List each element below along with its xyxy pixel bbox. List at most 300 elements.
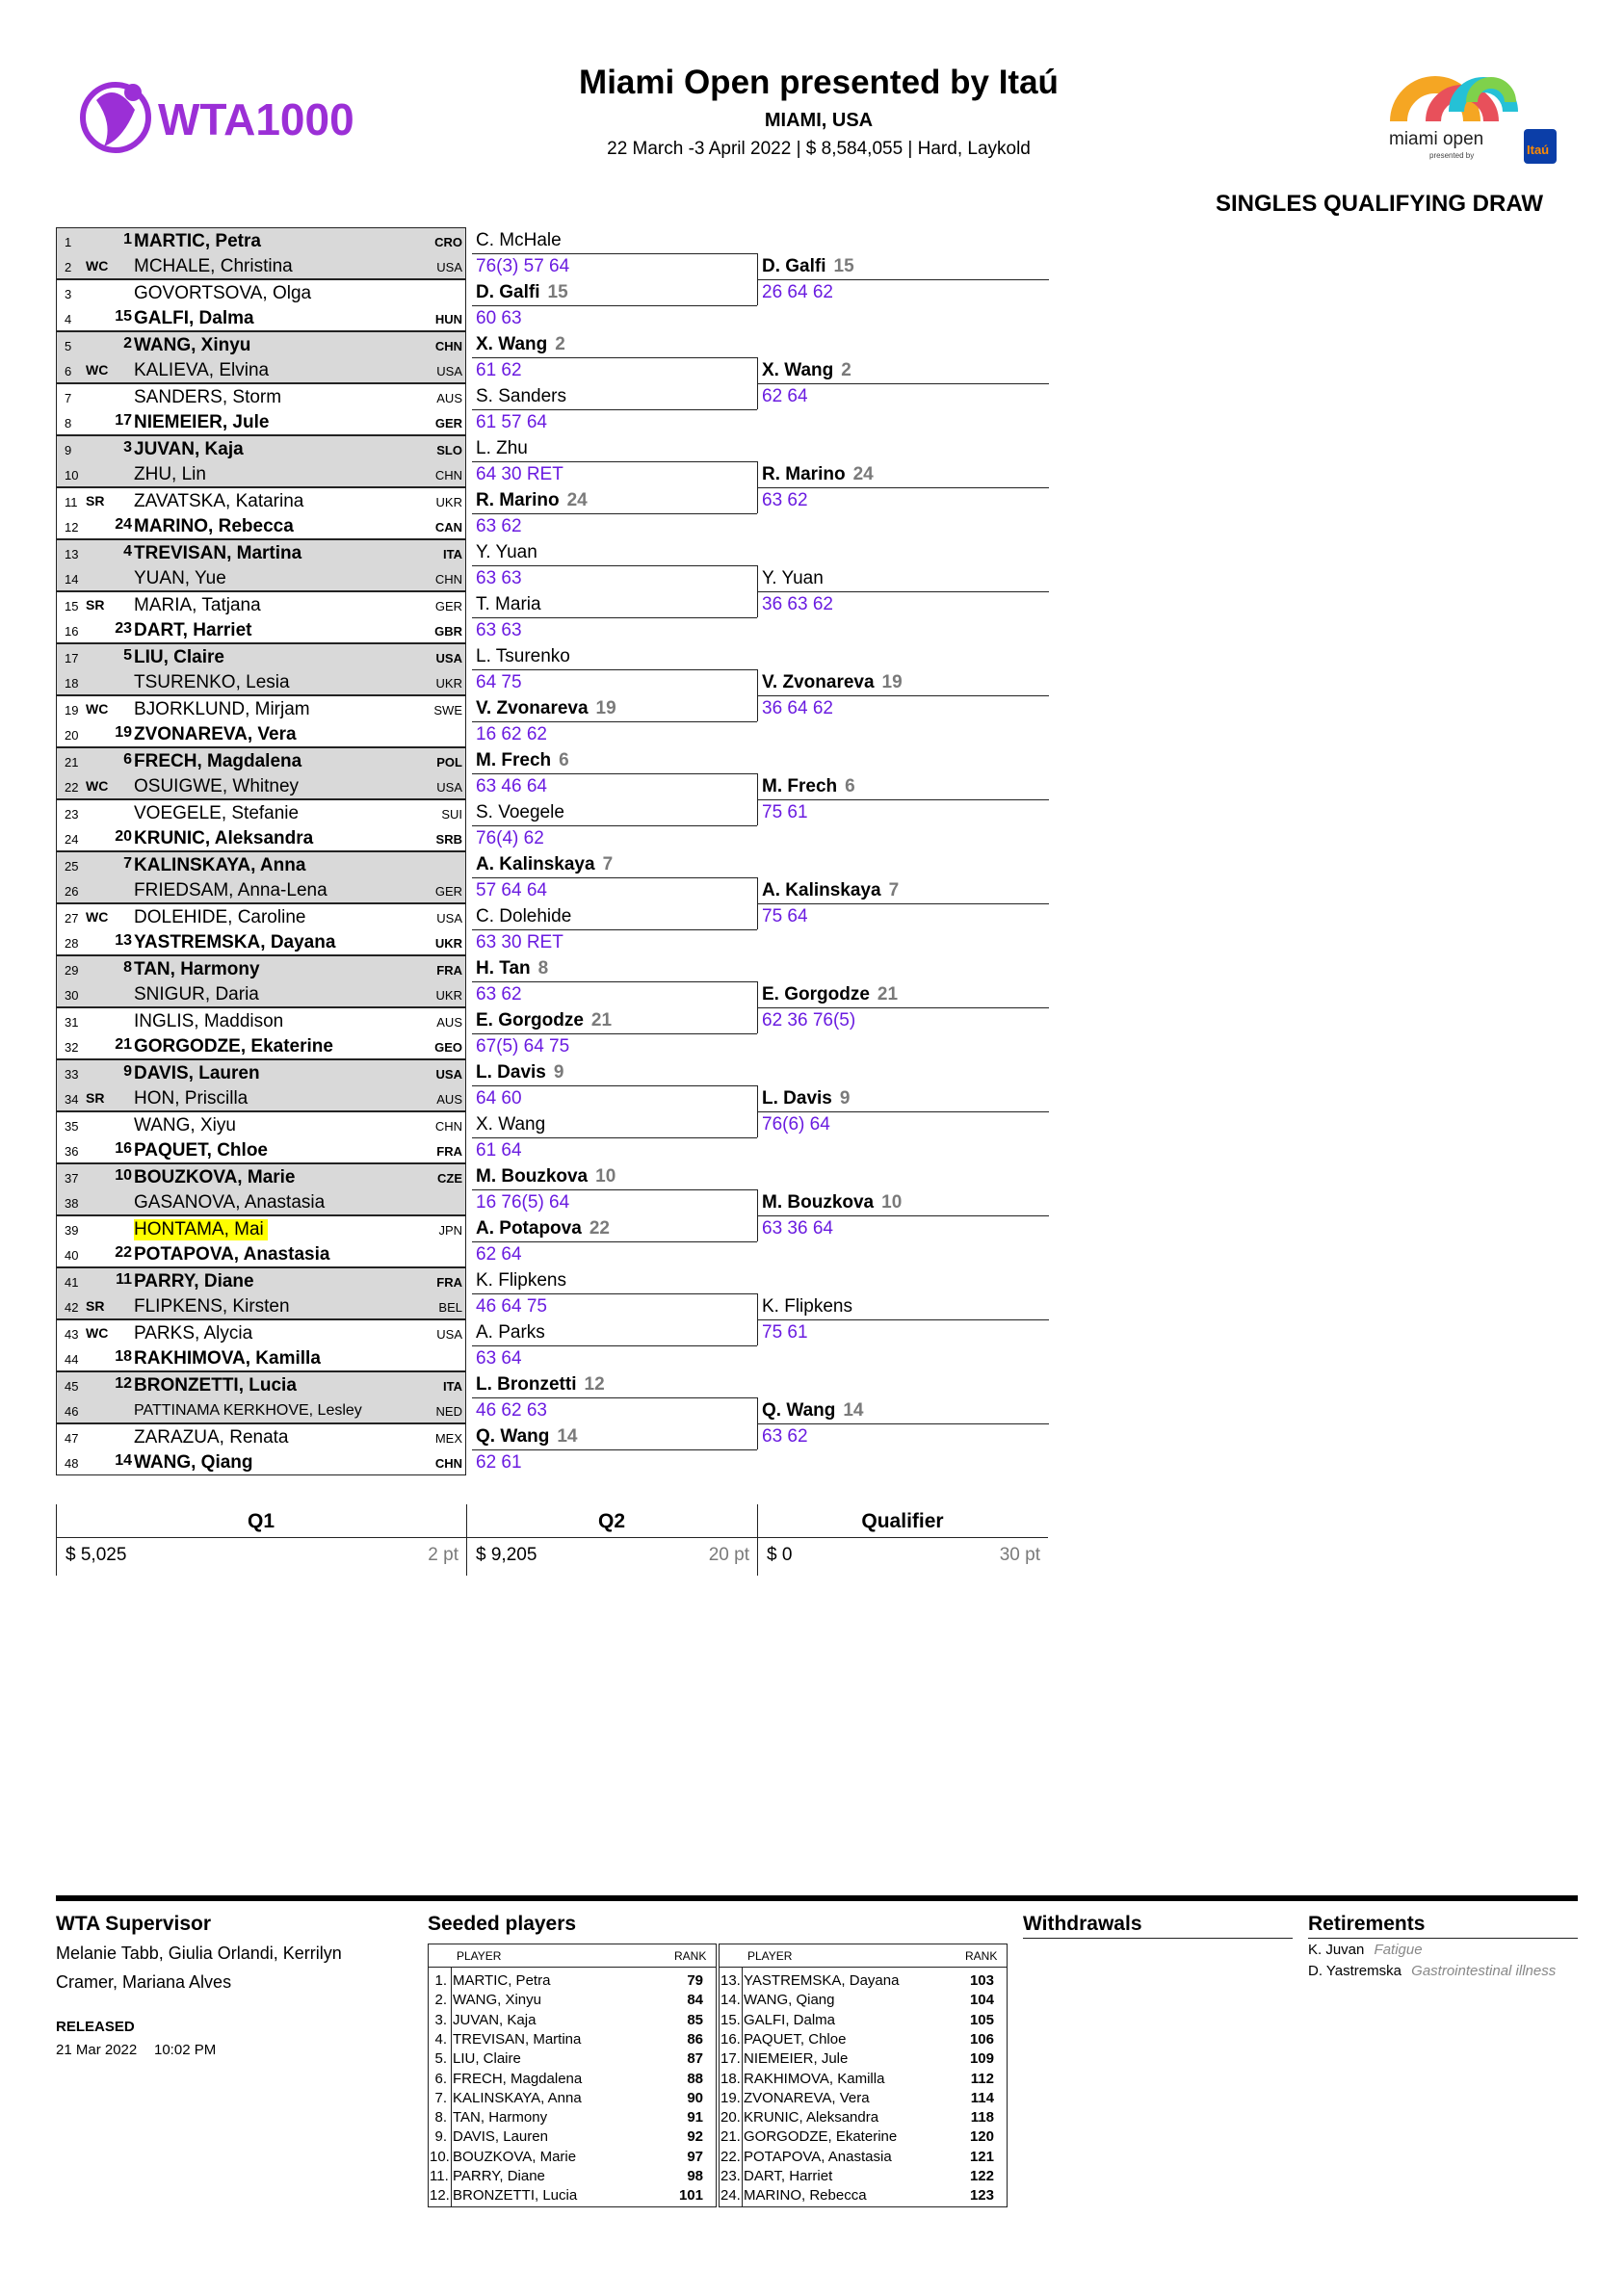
- country-code: USA: [435, 1067, 462, 1082]
- qualifier-seed: 10: [881, 1192, 903, 1213]
- seed-number: 20: [115, 828, 132, 845]
- seed-player: JUVAN, Kaja: [453, 2011, 537, 2028]
- player-slot: [56, 695, 466, 721]
- seed-number: 11: [116, 1271, 132, 1288]
- r2-score: 62 61: [476, 1452, 522, 1473]
- player-name: PARKS, Alycia: [134, 1323, 253, 1344]
- winner-name: X. Wang: [476, 334, 548, 354]
- winner-name: D. Galfi: [476, 282, 540, 302]
- seed-num: 14.: [720, 1992, 741, 2009]
- player-slot: [56, 487, 466, 513]
- q-line: [758, 1007, 1049, 1008]
- seed-player: BRONZETTI, Lucia: [453, 2187, 578, 2205]
- country-code: AUS: [436, 1092, 462, 1107]
- draw-number: 32: [65, 1040, 79, 1055]
- r2-line: [472, 253, 757, 254]
- supervisor-names-2: Cramer, Mariana Alves: [56, 1972, 232, 1992]
- draw-number: 45: [65, 1379, 79, 1394]
- winner-name: H. Tan: [476, 958, 531, 978]
- winner-name: R. Marino: [476, 490, 560, 510]
- q-line: [758, 903, 1049, 904]
- draw-number: 43: [65, 1327, 79, 1342]
- country-code: SUI: [441, 807, 462, 822]
- r2-winner: [476, 802, 572, 823]
- player-name: DOLEHIDE, Caroline: [134, 907, 306, 927]
- draw-number: 34: [65, 1092, 79, 1107]
- r2-line: [472, 461, 757, 462]
- player-name: KALINSKAYA, Anna: [134, 855, 306, 875]
- seed-number: 12: [115, 1375, 132, 1392]
- player-slot: [56, 1241, 466, 1267]
- r2-line: [472, 1033, 757, 1034]
- entry-status: SR: [86, 1090, 105, 1106]
- player-name: SANDERS, Storm: [134, 387, 282, 407]
- country-code: UKR: [434, 936, 462, 951]
- entry-status: SR: [86, 1298, 105, 1314]
- player-slot: [56, 981, 466, 1007]
- country-code: NED: [435, 1404, 462, 1419]
- r2-line: [472, 1085, 757, 1086]
- seed-player: YASTREMSKA, Dayana: [744, 1972, 900, 1989]
- q-line: [758, 799, 1049, 800]
- player-slot: [56, 1007, 466, 1033]
- r2-line: [472, 929, 757, 930]
- seed-header-rule: [428, 1967, 717, 1968]
- qualifier-score: 63 62: [762, 490, 808, 510]
- country-code: POL: [436, 755, 462, 770]
- player-slot: [56, 1189, 466, 1215]
- country-code: AUS: [436, 391, 462, 405]
- qualifier-winner: [762, 568, 831, 589]
- seed-num: 12.: [430, 2187, 450, 2205]
- player-slot: [56, 617, 466, 643]
- prize-round-label: Qualifier: [861, 1510, 944, 1532]
- player-name: GALFI, Dalma: [134, 308, 254, 328]
- country-code: FRA: [436, 1275, 462, 1290]
- player-slot: [56, 1397, 466, 1423]
- country-code: GER: [434, 599, 462, 613]
- seed-player: TREVISAN, Martina: [453, 2030, 582, 2048]
- r2-winner: [476, 750, 569, 771]
- seed-col-rank: RANK: [965, 1949, 998, 1963]
- seed-number: 16: [115, 1140, 132, 1157]
- seed-number: 17: [115, 412, 132, 429]
- draw-number: 22: [65, 780, 79, 795]
- player-slot: [56, 383, 466, 409]
- seed-rank: 84: [687, 1992, 703, 2009]
- player-slot: [56, 1033, 466, 1059]
- seed-player: DART, Harriet: [744, 2168, 833, 2184]
- withdrawals-rule: [1023, 1938, 1293, 1939]
- winner-seed: 2: [555, 334, 565, 354]
- r2-score: 64 75: [476, 672, 522, 692]
- r2-score: 61 64: [476, 1140, 522, 1161]
- qualifier-winner: [762, 984, 898, 1005]
- retirement-reason: Gastrointestinal illness: [1411, 1963, 1557, 1979]
- country-code: CRO: [434, 235, 462, 249]
- country-code: CHN: [434, 572, 462, 587]
- qualifier-seed: 19: [881, 672, 903, 692]
- country-code: USA: [436, 1327, 462, 1342]
- retirement-reason: Fatigue: [1374, 1942, 1423, 1958]
- player-name: SNIGUR, Daria: [134, 984, 259, 1004]
- seed-rank: 88: [687, 2070, 703, 2087]
- retirement-name: D. Yastremska: [1308, 1963, 1401, 1979]
- seed-player: PAQUET, Chloe: [744, 2030, 847, 2048]
- seed-num: 7.: [434, 2089, 447, 2106]
- seed-rank: 104: [969, 1992, 994, 2009]
- player-name: ZARAZUA, Renata: [134, 1427, 289, 1448]
- qualifier-seed: 15: [833, 256, 854, 276]
- seed-rank: 120: [969, 2128, 994, 2146]
- r2-line: [472, 409, 757, 410]
- qualifier-score: 36 64 62: [762, 698, 833, 718]
- seed-rank: 90: [687, 2089, 703, 2106]
- qualifier-score: 62 64: [762, 386, 808, 406]
- r2-line: [472, 825, 757, 826]
- seed-player: WANG, Xinyu: [453, 1992, 541, 2009]
- retirement-name: K. Juvan: [1308, 1942, 1365, 1958]
- country-code: UKR: [435, 495, 462, 509]
- winner-seed: 12: [584, 1374, 605, 1395]
- country-code: GBR: [434, 624, 462, 639]
- player-slot: [56, 409, 466, 435]
- draw-number: 46: [65, 1404, 79, 1419]
- country-code: CHN: [434, 468, 462, 483]
- prize-round-label: Q2: [597, 1510, 625, 1532]
- r2-score: 46 64 75: [476, 1296, 547, 1317]
- draw-number: 36: [65, 1144, 79, 1159]
- qualifier-name: R. Marino: [762, 464, 846, 484]
- prize-money: $ 0: [767, 1545, 793, 1565]
- released-title: RELEASED: [56, 2019, 135, 2035]
- country-code: CZE: [437, 1171, 462, 1186]
- seed-rank: 123: [969, 2187, 994, 2205]
- r2-score: 63 63: [476, 568, 522, 588]
- supervisor-names-1: Melanie Tabb, Giulia Orlandi, Kerrilyn: [56, 1944, 342, 1963]
- qualifier-seed: 24: [852, 464, 874, 484]
- seed-num: 22.: [720, 2148, 741, 2165]
- r2-winner: [476, 1426, 577, 1448]
- draw-number: 10: [65, 468, 79, 483]
- seed-num: 9.: [434, 2128, 447, 2146]
- qualifier-winner: [762, 1192, 902, 1213]
- seed-rank: 85: [687, 2011, 703, 2028]
- draw-number: 29: [65, 963, 79, 978]
- qualifier-score: 75 61: [762, 802, 808, 822]
- winner-seed: 7: [602, 854, 614, 874]
- player-name: TSURENKO, Lesia: [134, 672, 290, 692]
- draw-number: 20: [65, 728, 79, 743]
- player-name: ZVONAREVA, Vera: [134, 724, 297, 744]
- winner-seed: 14: [557, 1426, 578, 1447]
- player-name: WANG, Xinyu: [134, 335, 251, 355]
- r2-winner: [476, 438, 536, 459]
- q-line: [758, 695, 1049, 696]
- seed-player: MARINO, Rebecca: [744, 2187, 867, 2205]
- country-code: GER: [434, 416, 462, 430]
- draw-number: 7: [65, 391, 72, 405]
- qualifier-winner: [762, 672, 903, 693]
- prize-money: $ 9,205: [476, 1545, 537, 1565]
- player-name: WANG, Qiang: [134, 1452, 253, 1473]
- seed-rank: 97: [687, 2148, 703, 2165]
- seed-num: 11.: [430, 2168, 449, 2184]
- seed-number: 18: [115, 1348, 132, 1365]
- country-code: FRA: [436, 1144, 462, 1159]
- seed-number: 3: [123, 439, 132, 456]
- player-slot: [56, 773, 466, 799]
- draw-number: 37: [65, 1171, 79, 1186]
- supervisor-title: WTA Supervisor: [56, 1913, 212, 1935]
- qualifier-name: X. Wang: [762, 360, 834, 380]
- seed-number: 6: [123, 751, 132, 768]
- winner-name: S. Sanders: [476, 386, 566, 406]
- q-line: [758, 1215, 1049, 1216]
- draw-number: 13: [65, 547, 79, 561]
- player-name: HONTAMA, Mai: [134, 1219, 268, 1240]
- player-slot: [56, 1085, 466, 1111]
- r2-score: 64 30 RET: [476, 464, 563, 484]
- seed-number: 10: [115, 1167, 132, 1184]
- player-name: GORGODZE, Ekaterine: [134, 1036, 333, 1057]
- r2-line: [472, 565, 757, 566]
- draw-number: 33: [65, 1067, 79, 1082]
- player-name: GASANOVA, Anastasia: [134, 1192, 326, 1213]
- r2-line: [472, 1293, 757, 1294]
- player-name: ZHU, Lin: [134, 464, 206, 484]
- country-code: GER: [434, 884, 462, 899]
- player-name: BRONZETTI, Lucia: [134, 1375, 297, 1396]
- seed-num: 1.: [434, 1972, 447, 1989]
- draw-number: 3: [65, 287, 72, 301]
- r2-score: 61 62: [476, 360, 522, 380]
- r2-score: 63 62: [476, 516, 522, 536]
- seed-rank: 122: [969, 2168, 994, 2184]
- q-line: [758, 279, 1049, 280]
- seed-player: GALFI, Dalma: [744, 2011, 836, 2028]
- player-slot: [56, 903, 466, 929]
- player-name: WANG, Xiyu: [134, 1115, 236, 1135]
- seed-number: 13: [115, 932, 132, 949]
- draw-number: 30: [65, 988, 79, 1003]
- country-code: CHN: [434, 1456, 462, 1471]
- retirements-rule: [1308, 1938, 1578, 1939]
- country-code: CAN: [434, 520, 462, 535]
- player-name: TAN, Harmony: [134, 959, 260, 979]
- r2-score: 64 60: [476, 1088, 522, 1109]
- r2-winner: [476, 1166, 616, 1187]
- player-name: BOUZKOVA, Marie: [134, 1167, 296, 1187]
- player-slot: [56, 799, 466, 825]
- winner-name: L. Tsurenko: [476, 646, 570, 666]
- r2-winner: [476, 906, 579, 927]
- country-code: ITA: [443, 1379, 462, 1394]
- r2-line: [472, 357, 757, 358]
- seed-player: WANG, Qiang: [744, 1992, 835, 2009]
- country-code: UKR: [435, 676, 462, 691]
- footer-rule: [56, 1895, 1578, 1901]
- r2-score: 63 30 RET: [476, 932, 563, 952]
- r2-score: 57 64 64: [476, 880, 547, 900]
- player-slot: [56, 253, 466, 279]
- seeded-title: Seeded players: [428, 1913, 577, 1935]
- draw-number: 23: [65, 807, 79, 822]
- seed-player: PARRY, Diane: [453, 2168, 545, 2184]
- r2-line: [472, 1189, 757, 1190]
- prize-points: 30 pt: [999, 1545, 1040, 1565]
- r2-line: [472, 1137, 757, 1138]
- seeded-players-table: [428, 1944, 1009, 2209]
- player-name: KRUNIC, Aleksandra: [134, 828, 314, 848]
- r2-score: 63 46 64: [476, 776, 547, 796]
- seed-number: 4: [123, 543, 132, 560]
- player-slot: [56, 331, 466, 357]
- seed-rank: 86: [687, 2030, 703, 2048]
- player-slot: [56, 1059, 466, 1085]
- r2-winner: [476, 386, 574, 407]
- player-slot: [56, 1345, 466, 1371]
- seed-header-rule: [719, 1967, 1008, 1968]
- r2-winner: [476, 1270, 574, 1292]
- winner-name: L. Zhu: [476, 438, 528, 458]
- player-slot: [56, 1423, 466, 1449]
- r2-line: [472, 1397, 757, 1398]
- player-slot: [56, 929, 466, 955]
- r2-winner: [476, 854, 613, 875]
- wta-logo-text: WTA1000: [158, 94, 354, 144]
- seed-player: TAN, Harmony: [453, 2109, 548, 2126]
- entry-status: WC: [86, 362, 109, 378]
- draw-number: 28: [65, 936, 79, 951]
- seed-player: GORGODZE, Ekaterine: [744, 2128, 898, 2146]
- r2-score: 67(5) 64 75: [476, 1036, 570, 1057]
- draw-number: 6: [65, 364, 72, 378]
- seed-num: 6.: [434, 2070, 447, 2087]
- mo-logo-sub: presented by: [1429, 151, 1475, 160]
- r2-line: [472, 877, 757, 878]
- qualifier-winner: [762, 464, 874, 485]
- r2-winner: [476, 282, 568, 303]
- draw-number: 40: [65, 1248, 79, 1263]
- seed-player: KRUNIC, Aleksandra: [744, 2109, 879, 2126]
- seed-num: 16.: [720, 2030, 741, 2048]
- q-line: [758, 1111, 1049, 1112]
- r2-line: [472, 1449, 757, 1450]
- country-code: USA: [436, 780, 462, 795]
- seed-num: 8.: [434, 2109, 447, 2126]
- player-name: BJORKLUND, Mirjam: [134, 699, 310, 719]
- player-name: YUAN, Yue: [134, 568, 226, 588]
- seed-rank: 112: [970, 2070, 994, 2087]
- r2-winner: [476, 230, 569, 251]
- qualifier-winner: [762, 360, 851, 381]
- seed-rank: 92: [687, 2128, 703, 2146]
- player-name: MARINO, Rebecca: [134, 516, 294, 536]
- country-code: SLO: [436, 443, 462, 457]
- country-code: BEL: [438, 1300, 462, 1315]
- winner-seed: 21: [590, 1010, 613, 1031]
- seed-player: LIU, Claire: [453, 2050, 521, 2068]
- released-time: 10:02 PM: [154, 2042, 217, 2058]
- player-slot: [56, 513, 466, 539]
- r2-score: 63 62: [476, 984, 522, 1004]
- entry-status: WC: [86, 1325, 109, 1341]
- qualifier-score: 36 63 62: [762, 594, 833, 614]
- seed-rank: 121: [969, 2148, 994, 2165]
- seed-num: 5.: [434, 2050, 447, 2068]
- player-slot: [56, 1111, 466, 1137]
- player-name: POTAPOVA, Anastasia: [134, 1244, 330, 1265]
- r2-winner: [476, 1322, 553, 1344]
- seed-num: 2.: [434, 1992, 447, 2009]
- player-name: DART, Harriet: [134, 620, 252, 640]
- page-title: Miami Open presented by Itaú: [579, 64, 1059, 101]
- player-name: LIU, Claire: [134, 647, 224, 667]
- prize-money: $ 5,025: [65, 1545, 127, 1565]
- player-slot: [56, 851, 466, 877]
- qualifier-seed: 7: [888, 880, 900, 900]
- player-slot: [56, 825, 466, 851]
- qualifier-score: 63 62: [762, 1426, 808, 1447]
- q-line: [758, 383, 1049, 384]
- prize-round-label: Q1: [247, 1510, 275, 1532]
- country-code: SRB: [435, 832, 462, 847]
- r2-line: [472, 1345, 757, 1346]
- country-code: ITA: [443, 547, 462, 561]
- draw-number: 8: [65, 416, 72, 430]
- qualifier-winner: [762, 880, 899, 901]
- player-slot: [56, 591, 466, 617]
- seed-player: MARTIC, Petra: [453, 1972, 551, 1989]
- seed-num: 24.: [720, 2187, 741, 2205]
- country-code: CHN: [434, 1119, 462, 1134]
- player-name: VOEGELE, Stefanie: [134, 803, 300, 823]
- winner-name: C. McHale: [476, 230, 562, 250]
- qualifier-score: 26 64 62: [762, 282, 833, 302]
- draw-number: 41: [65, 1275, 79, 1290]
- draw-number: 21: [65, 755, 79, 770]
- winner-seed: 9: [553, 1062, 564, 1083]
- draw-number: 24: [65, 832, 79, 847]
- seed-col-rank: RANK: [674, 1949, 707, 1963]
- entry-status: WC: [86, 701, 109, 717]
- qualifier-score: 75 61: [762, 1322, 808, 1343]
- seed-number: 21: [115, 1036, 132, 1053]
- country-code: AUS: [436, 1015, 462, 1030]
- draw-number: 39: [65, 1223, 79, 1238]
- entry-status: SR: [86, 493, 105, 509]
- r2-winner: [476, 542, 545, 563]
- winner-name: C. Dolehide: [476, 906, 572, 926]
- r2-winner: [476, 594, 549, 615]
- winner-name: X. Wang: [476, 1114, 546, 1135]
- qualifier-score: 63 36 64: [762, 1218, 833, 1239]
- player-name: NIEMEIER, Jule: [134, 412, 270, 432]
- player-slot: [56, 877, 466, 903]
- r2-winner: [476, 958, 548, 979]
- seed-num: 15.: [720, 2011, 741, 2028]
- player-name: JUVAN, Kaja: [134, 439, 244, 459]
- winner-seed: 6: [559, 750, 569, 770]
- qualifier-name: D. Galfi: [762, 256, 826, 276]
- seed-player: KALINSKAYA, Anna: [453, 2089, 582, 2106]
- qualifier-winner: [762, 1296, 860, 1318]
- player-slot: [56, 955, 466, 981]
- seed-number: 8: [123, 959, 132, 976]
- draw-number: 12: [65, 520, 79, 535]
- seed-col-player: PLAYER: [747, 1949, 793, 1963]
